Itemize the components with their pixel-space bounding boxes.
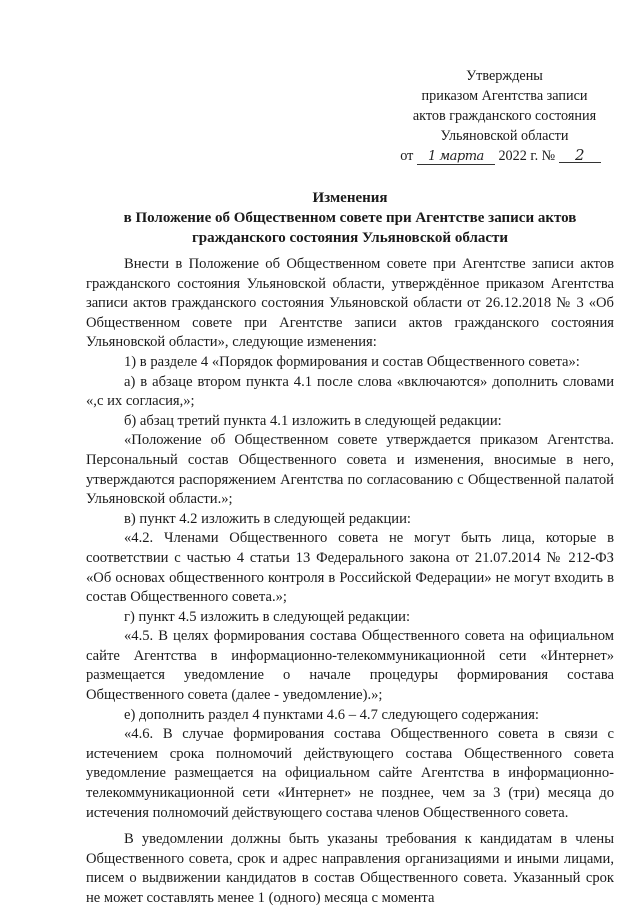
title-line-2: в Положение об Общественном совете при Агентстве записи актов [123,210,577,226]
approval-line-2: приказом Агентства записи [421,88,588,104]
paragraph-item-1: 1) в разделе 4 «Порядок формирования и состав Общественного совета»: [124,353,580,370]
approval-line-4: Ульяновской области [440,128,569,144]
paragraph-item-g: г) пункт 4.5 изложить в следующей редакции: [124,608,411,625]
paragraph-intro: Внести в Положение об Общественном совете при Агентстве записи актов гражданского состояния Ульяновской области, утверждённое приказом Агентства записи актов гражданского состояния Ульяновской области от 26.12.2018 № 3 «Об Общественном совете при Агентстве записи актов гражданского состояния Ульяновской области», следующие изменения: [86,256,614,351]
title-line-3: гражданского состояния Ульяновской области [191,230,509,246]
approval-line-3: актов гражданского состояния [412,108,597,124]
paragraph-notice-requirements: В уведомлении должны быть указаны требования к кандидатам в члены Общественного совета, срок и адрес направления организациями и иными лицами, писем о выдвижении кандидатов в состав Общественного совета. Указанный срок не может составлять менее 1 (одного) месяца с момента [86,831,614,906]
paragraph-item-v: в) пункт 4.2 изложить в следующей редакции: [124,510,411,527]
order-year: 2022 г. № [498,148,556,164]
approval-line-1: Утверждены [466,68,543,84]
order-line [388,146,613,166]
paragraph-item-e: е) дополнить раздел 4 пунктами 4.6 – 4.7 следующего содержания: [124,706,539,723]
approval-block [392,66,617,166]
paragraph-quote-4-6: «4.6. В случае формирования состава Общественного совета в связи с истечением срока полномочий действующего состава Общественного совета уведомление размещается на официальном сайте Агентства в информационно-телекоммуникационной сети «Интернет» не позднее, чем за 3 (три) месяца до истечения полномочий действующего состава членов Общественного совета. [86,726,614,821]
document-title [80,188,620,248]
paragraph-quote-4-5: «4.5. В целях формирования состава Общественного совета на официальном сайте Агентства в информационно-телекоммуникационной сети «Интернет» размещается уведомление о начале процедуры формирования состава Общественного совета (далее - уведомление).»; [86,628,614,704]
handwritten-number: 2 [559,148,601,163]
paragraph-item-a: а) в абзаце втором пункта 4.1 после слова «включаются» дополнить словами «,с их согласия,»; [86,373,614,410]
handwritten-date: 1 марта [417,150,495,165]
document-body [86,255,614,909]
paragraph-quote-4-1: «Положение об Общественном совете утверждается приказом Агентства. Персональный состав Общественного совета и изменения, вносимые в него, утверждаются распоряжением Агентства по согласованию с Общественной палатой Ульяновской области.»; [86,432,614,508]
title-line-1: Изменения [312,190,388,206]
paragraph-item-b: б) абзац третий пункта 4.1 изложить в следующей редакции: [124,412,502,429]
order-prefix: от [400,148,414,164]
paragraph-quote-4-2: «4.2. Членами Общественного совета не могут быть лица, которые в соответствии с частью 4 статьи 13 Федерального закона от 21.07.2014 № 212-ФЗ «Об основах общественного контроля в Российской Федерации» не могут входить в состав Общественного совета.»; [86,530,614,606]
